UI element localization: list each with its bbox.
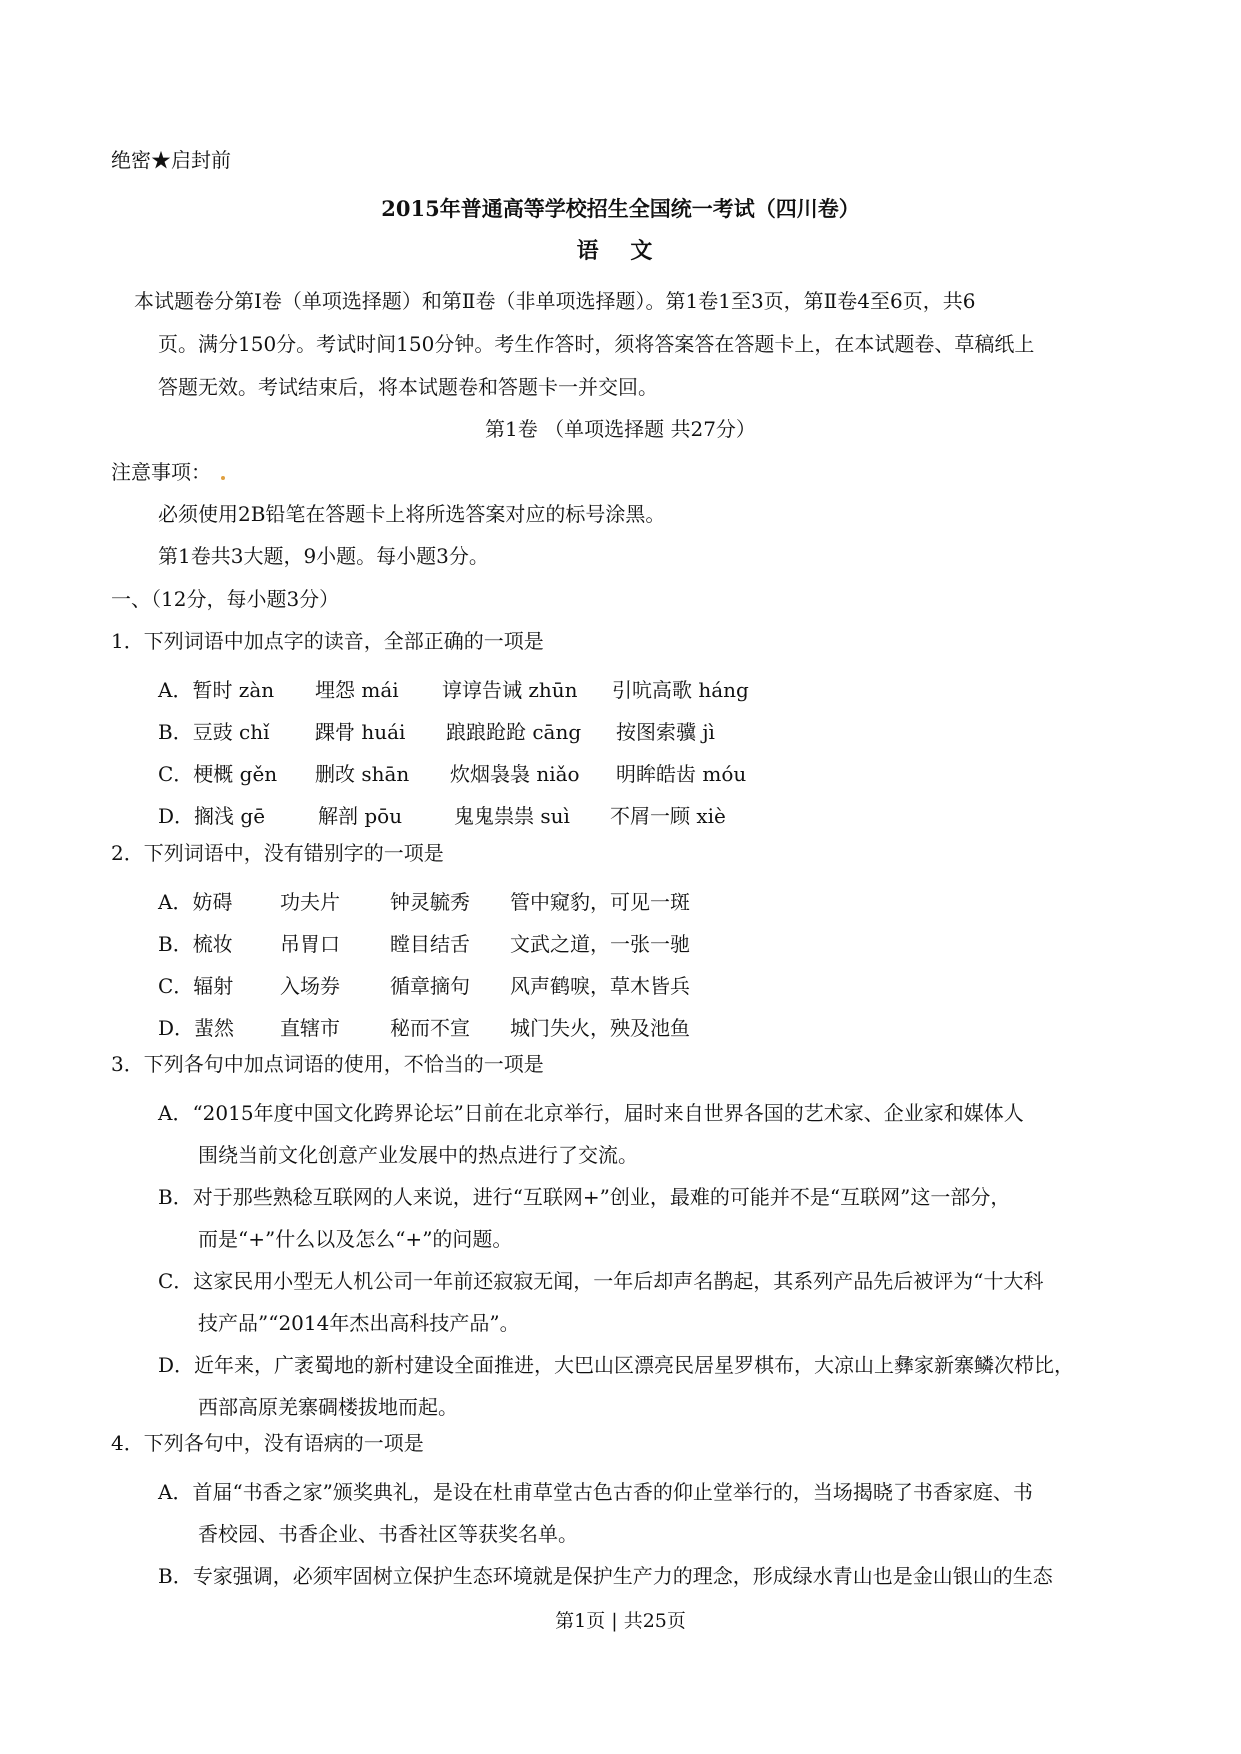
intro-line-3: 答题无效。考试结束后，将本试题卷和答题卡一并交回。 xyxy=(158,375,658,399)
question-4-option-a: A．首届“书香之家”颁奖典礼，是设在杜甫草堂古色古香的仰止堂举行的，当场揭晓了书香家庭、书 xyxy=(158,1480,1033,1504)
option-cell: 引吭高歌 háng xyxy=(612,678,749,702)
option-cell: 风声鹤唳，草木皆兵 xyxy=(510,974,690,998)
question-3-stem: 3．下列各句中加点词语的使用，不恰当的一项是 xyxy=(111,1052,544,1076)
option-cell: D．蜚然 xyxy=(158,1016,235,1040)
option-cell: 入场券 xyxy=(280,974,340,998)
option-cell: 瞠目结舌 xyxy=(390,932,470,956)
question-3-option-b-cont: 而是“+”什么以及怎么“+”的问题。 xyxy=(198,1227,513,1251)
option-cell: 吊胃口 xyxy=(280,932,340,956)
question-3-option-d: D．近年来，广袤蜀地的新村建设全面推进，大巴山区漂亮民居星罗棋布，大凉山上彝家新寨鳞次栉比， xyxy=(158,1353,1075,1377)
question-4-option-a-cont: 香校园、书香企业、书香社区等获奖名单。 xyxy=(198,1522,578,1546)
option-cell: A．妨碍 xyxy=(158,890,233,914)
question-3-option-d-cont: 西部高原羌寨碉楼拔地而起。 xyxy=(198,1395,458,1419)
option-cell: 谆谆告诫 zhūn xyxy=(442,678,578,702)
volume-heading: 第1卷 （单项选择题 共27分） xyxy=(485,417,756,441)
option-cell: 解剖 pōu xyxy=(318,804,403,828)
option-cell: 钟灵毓秀 xyxy=(390,890,470,914)
option-cell: B．梳妆 xyxy=(158,932,233,956)
question-4-option-b: B．专家强调，必须牢固树立保护生态环境就是保护生产力的理念，形成绿水青山也是金山银山的生态 xyxy=(158,1564,1053,1588)
intro-line-2: 页。满分150分。考试时间150分钟。考生作答时，须将答案答在答题卡上，在本试题卷、草稿纸上 xyxy=(158,332,1035,356)
question-1-stem: 1．下列词语中加点字的读音，全部正确的一项是 xyxy=(111,629,544,653)
option-cell: 踉踉跄跄 cāng xyxy=(446,720,582,744)
exam-title: 2015年普通高等学校招生全国统一考试（四川卷） xyxy=(381,196,860,221)
option-cell: 不屑一顾 xiè xyxy=(610,804,726,828)
option-cell: 文武之道，一张一驰 xyxy=(510,932,690,956)
question-2-stem: 2．下列词语中，没有错别字的一项是 xyxy=(111,841,444,865)
question-3-option-c-cont: 技产品”“2014年杰出高科技产品”。 xyxy=(198,1311,520,1335)
option-cell: 埋怨 mái xyxy=(315,678,399,702)
question-4-stem: 4．下列各句中，没有语病的一项是 xyxy=(111,1431,424,1455)
option-cell: 循章摘句 xyxy=(390,974,470,998)
orange-dot-mark xyxy=(221,476,225,480)
subject-title: 语 文 xyxy=(576,238,665,264)
option-cell: 城门失火，殃及池鱼 xyxy=(510,1016,690,1040)
option-cell: 炊烟袅袅 niǎo xyxy=(450,762,580,786)
question-3-option-a-cont: 围绕当前文化创意产业发展中的热点进行了交流。 xyxy=(198,1143,638,1167)
confidential-mark: 绝密★启封前 xyxy=(111,148,231,172)
option-cell: C．梗概 gěn xyxy=(158,762,278,786)
notice-item: 必须使用2B铅笔在答题卡上将所选答案对应的标号涂黑。 xyxy=(158,502,666,526)
option-cell: 功夫片 xyxy=(280,890,340,914)
option-cell: 直辖市 xyxy=(280,1016,340,1040)
option-cell: 管中窥豹，可见一斑 xyxy=(510,890,690,914)
section-heading: 一、（12分，每小题3分） xyxy=(111,587,340,611)
option-cell: C．辐射 xyxy=(158,974,234,998)
option-cell: B．豆豉 chǐ xyxy=(158,720,270,744)
option-cell: D．搁浅 gē xyxy=(158,804,266,828)
intro-line-1: 本试题卷分第Ⅰ卷（单项选择题）和第Ⅱ卷（非单项选择题）。第1卷1至3页，第Ⅱ卷4至6页，共6 xyxy=(134,289,976,313)
option-cell: A．暂时 zàn xyxy=(158,678,275,702)
page-footer: 第1页 | 共25页 xyxy=(555,1610,686,1632)
question-3-option-c: C．这家民用小型无人机公司一年前还寂寂无闻，一年后却声名鹊起，其系列产品先后被评为“十大科 xyxy=(158,1269,1044,1293)
option-cell: 秘而不宣 xyxy=(390,1016,470,1040)
option-cell: 删改 shān xyxy=(315,762,410,786)
notice-item: 第1卷共3大题，9小题。每小题3分。 xyxy=(158,544,489,568)
option-cell: 鬼鬼祟祟 suì xyxy=(454,804,570,828)
option-cell: 按图索骥 jì xyxy=(616,720,715,744)
question-3-option-a: A．“2015年度中国文化跨界论坛”日前在北京举行，届时来自世界各国的艺术家、企业家和媒体人 xyxy=(158,1101,1024,1125)
option-cell: 踝骨 huái xyxy=(315,720,406,744)
notice-title: 注意事项： xyxy=(111,460,211,484)
question-3-option-b: B．对于那些熟稔互联网的人来说，进行“互联网+”创业，最难的可能并不是“互联网”这一部分， xyxy=(158,1185,1011,1209)
option-cell: 明眸皓齿 móu xyxy=(616,762,747,786)
